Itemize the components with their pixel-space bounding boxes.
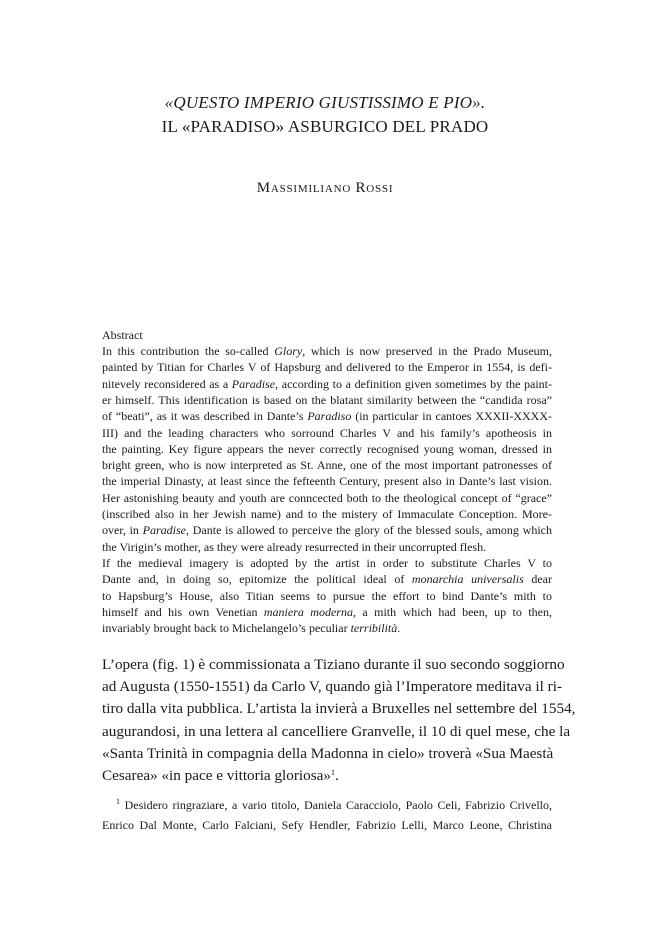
abstract-line: painted by Titian for Charles V of Hapsburg and delivered to the Emperor in 1554, is defi- [102, 360, 552, 375]
italic-term: Glory [274, 344, 303, 358]
body-line: L’opera (fig. 1) è commissionata a Tiziano durante il suo secondo soggiorno [102, 656, 565, 673]
footnote-marker: 1 [116, 797, 120, 806]
abstract-line: himself and his own Venetian maniera moderna, a mith which had been, up to then, [102, 604, 552, 619]
author-last-name: ROSSI [355, 180, 394, 196]
author-first-name: MASSIMILIANO [256, 180, 352, 196]
abstract-line: bright green, who is now interpreted as St. Anne, one of the most important patronesses of [102, 458, 552, 473]
body-line: «Santa Trinità in compagnia della Madonna in cielo» troverà «Sua Maestà [102, 744, 554, 762]
abstract-line: er himself. This identification is based on the blatant similarity between the “candida rosa” [102, 392, 552, 407]
body-line: ad Augusta (1550-1551) da Carlo V, quando già l’Imperatore meditava il ri- [102, 678, 563, 696]
article-title-line-1: «QUESTO IMPERIO GIUSTISSIMO E PIO». [164, 93, 486, 112]
author-name [0, 180, 650, 197]
body-line: augurandosi, in una lettera al cancelliere Granvelle, il 10 di quel mese, che la [102, 722, 571, 740]
abstract-line: the imperial Dinasty, at least since the fefteenth Century, present also in Dante’s last vision. [102, 474, 552, 489]
abstract-line: the Virigin’s mother, as they were already resurrected in their uncorrupted flesh. [102, 539, 487, 554]
abstract-line: of “beati”, as it was described in Dante’s Paradiso (in particular in cantoes XXXII-XXXX- [102, 409, 552, 424]
abstract-line: to Hapsburg’s House, also Titian seems to pursue the effort to bind Dante’s mith to [102, 588, 552, 603]
abstract-label: Abstract [102, 328, 143, 342]
footnote-line: $^1$ Desidero ringraziare, a vario titolo, Daniela Caracciolo, Paolo Celi, Fabrizio Crivello, [116, 797, 552, 812]
abstract-line: the painting. Key figure appears the never correctly recognised young woman, dressed in [102, 441, 552, 456]
abstract-line: invariably brought back to Michelangelo’s peculiar terribilità. [102, 621, 401, 636]
abstract-line: In this contribution the so-called Glory, which is now preserved in the Prado Museum, [102, 344, 552, 358]
abstract-line: nitevely reconsidered as a Paradise, according to a definition given sometimes by the paint- [102, 376, 553, 391]
footnote-marker: 1 [331, 768, 335, 777]
italic-term: terribilità [350, 621, 398, 636]
abstract-line: (inscribed also in her Jewish name) and to the mistery of Immaculate Conception. More- [102, 507, 552, 521]
italic-term: Paradiso [307, 409, 352, 424]
italic-term: monarchia universalis [411, 572, 524, 587]
italic-term: Paradise [142, 523, 187, 538]
italic-term: Paradise [231, 376, 276, 391]
abstract-line: If the medieval imagery is adopted by the artist in order to substitute Charles V to [102, 555, 552, 570]
body-line: tiro dalla vita pubblica. L’artista la invierà a Bruxelles nel settembre del 1554, [102, 700, 576, 718]
article-title-line-2: IL «PARADISO» ASBURGICO DEL PRADO [161, 117, 489, 136]
abstract-line: Dante and, in doing so, epitomize the political ideal of monarchia universalis dear [102, 572, 552, 587]
abstract-line: III) and the leading characters who sorround Charles V and his family’s apotheosis in [102, 425, 552, 440]
footnote-line: Enrico Dal Monte, Carlo Falciani, Sefy Hendler, Fabrizio Lelli, Marco Leone, Christina [102, 817, 552, 832]
body-line: Cesarea» «in pace e vittoria gloriosa»$^1$. [102, 767, 339, 784]
italic-term: maniera moderna [263, 604, 353, 619]
abstract-line: Her astonishing beauty and youth are conncected both to the theological concept of “grace” [102, 490, 552, 505]
abstract-line: over, in Paradise, Dante is allowed to perceive the glory of the blessed souls, among which [102, 523, 552, 538]
